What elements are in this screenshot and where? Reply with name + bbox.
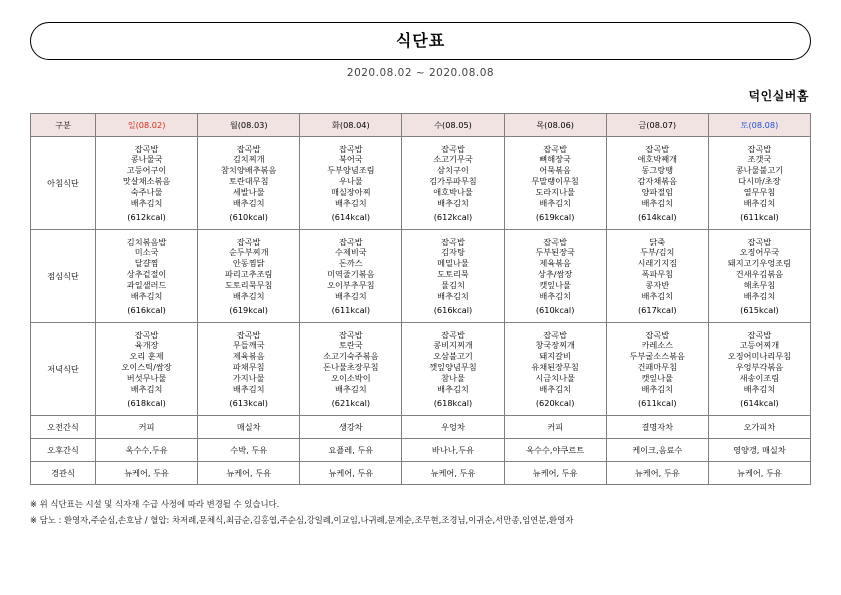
menu-item: 버섯무나물 [126,372,167,383]
calorie-value: (611kcal) [331,304,371,315]
menu-item: 잡곡밥 [747,143,772,154]
snack-cell [402,462,504,485]
menu-item: 생강차 [338,421,363,432]
snack-cell [198,439,300,462]
menu-item: 카레소스 [641,340,674,351]
column-header-day: 금(08.07) [606,114,708,137]
menu-item: 안동찜닭 [232,258,265,269]
menu-item: 메밀나물 [437,258,469,269]
calorie-value: (615kcal) [740,304,779,315]
snack-cell [708,462,810,485]
menu-item: 캣잎나물 [539,279,571,290]
menu-item: 미역줄기볶음 [327,269,375,280]
menu-item: 순두부찌개 [228,247,269,258]
menu-item: 캣잎나물 [641,372,674,383]
snack-cell [198,462,300,485]
menu-item: 뉴케어, 두유 [737,467,782,478]
menu-cell [504,230,606,323]
table-body [31,137,811,485]
menu-item: 배추김치 [437,197,469,208]
menu-item: 유채된장무침 [531,362,579,373]
weekly-menu-table [30,113,811,485]
menu-item: 상추/쌈장 [537,269,573,280]
menu-item: 잡곡밥 [441,329,465,340]
menu-item: 달걀찜 [134,258,159,269]
menu-item: 북어국 [338,154,363,165]
title-banner [30,22,811,60]
menu-item: 잡곡밥 [236,143,261,154]
menu-item: 애호박나물 [433,186,473,197]
menu-item: 배추김치 [335,197,367,208]
calorie-value: (614kcal) [740,397,779,408]
menu-cell [606,323,708,416]
menu-item: 배추김치 [130,290,163,301]
menu-item: 도라지나물 [535,186,575,197]
menu-item: 배추김치 [130,383,163,394]
menu-item: 두부양념조림 [327,165,375,176]
menu-item: 세발나물 [232,186,265,197]
column-header-day: 수(08.05) [402,114,504,137]
snack-cell [504,439,606,462]
menu-item: 케이크,음료수 [632,444,683,455]
menu-item: 동그랑땡 [641,165,674,176]
snack-cell [198,416,300,439]
menu-item: 잡곡밥 [747,236,772,247]
menu-item: 옥수수,두유 [125,444,168,455]
menu-item: 삼치구이 [437,165,469,176]
menu-item: 배추김치 [539,197,571,208]
snack-cell [606,439,708,462]
menu-item: 배추김치 [641,197,674,208]
menu-item: 콩나물국 [130,154,163,165]
menu-item: 뉴케어, 두유 [430,467,476,478]
menu-item: 배추김치 [743,290,776,301]
menu-item: 김자탕 [441,247,465,258]
snack-cell [606,462,708,485]
menu-item: 수제비국 [335,247,367,258]
menu-item: 도토리묵무침 [224,279,273,290]
snack-cell [300,416,402,439]
menu-cell [504,323,606,416]
menu-item: 무들깨국 [232,340,265,351]
calorie-value: (614kcal) [331,211,371,222]
calorie-value: (612kcal) [127,211,166,222]
menu-item: 결명자차 [641,421,674,432]
menu-item: 잡곡밥 [543,143,567,154]
menu-cell [402,230,504,323]
snack-cell [96,462,198,485]
menu-cell [96,230,198,323]
menu-item: 잡곡밥 [338,143,363,154]
calorie-value: (621kcal) [331,397,371,408]
page-title: 식단표 [395,31,446,50]
menu-cell [402,137,504,230]
menu-item: 물김치 [441,279,465,290]
menu-item: 열무무침 [743,186,776,197]
menu-item: 돼지갈비 [539,351,571,362]
menu-item: 뉴케어, 두유 [328,467,374,478]
menu-item: 해초무침 [743,279,776,290]
column-header-day: 토(08.08) [708,114,810,137]
menu-item: 제육볶음 [539,258,571,269]
menu-item: 잡곡밥 [645,329,670,340]
calorie-value: (619kcal) [535,211,575,222]
column-header-day: 화(08.04) [300,114,402,137]
menu-item: 잡곡밥 [441,236,465,247]
menu-item: 맛살채소볶음 [122,176,171,187]
menu-cell [198,230,300,323]
menu-item: 무말랭이무침 [531,176,579,187]
menu-item: 매실장아찌 [331,186,371,197]
menu-item: 양파절임 [641,186,674,197]
menu-item: 커피 [138,421,155,432]
menu-cell [300,137,402,230]
calorie-value: (611kcal) [740,211,779,222]
menu-item: 파리고추조림 [224,269,273,280]
menu-item: 도토리묵 [437,269,469,280]
menu-item: 오리 훈제 [129,351,164,362]
menu-item: 배추김치 [641,290,674,301]
menu-item: 참치양배추볶음 [221,165,277,176]
footnote-line: ※ 위 식단표는 시설 및 식자재 수급 사정에 따라 변경될 수 있습니다. [30,499,280,509]
menu-item: 영양갱, 매실차 [733,444,786,455]
menu-item: 우엉차 [441,421,465,432]
menu-item: 수박, 두유 [230,444,268,455]
menu-item: 창국장찌개 [535,340,575,351]
calorie-value: (611kcal) [637,397,677,408]
snack-cell [504,416,606,439]
menu-item: 제육볶음 [232,351,265,362]
calorie-value: (613kcal) [229,397,268,408]
menu-item: 소고기숙주볶음 [323,351,379,362]
menu-item: 배추김치 [232,290,265,301]
menu-item: 김가루파무침 [429,176,477,187]
menu-item: 깻잎양념무침 [429,362,477,373]
menu-cell [300,230,402,323]
menu-item: 배추김치 [335,290,367,301]
menu-item: 파채무침 [232,362,265,373]
menu-item: 잡곡밥 [236,329,261,340]
menu-item: 닭죽 [649,236,666,247]
menu-item: 잡곡밥 [441,143,465,154]
calorie-value: (610kcal) [229,211,268,222]
menu-item: 배추김치 [539,290,571,301]
menu-cell [402,323,504,416]
calorie-value: (618kcal) [127,397,166,408]
snack-cell [708,439,810,462]
menu-item: 두부된장국 [535,247,575,258]
menu-item: 배추김치 [743,197,776,208]
menu-item: 요플레, 두유 [328,444,374,455]
menu-item: 배추김치 [743,383,776,394]
snack-cell [708,416,810,439]
menu-cell [708,137,810,230]
menu-item: 참나물 [441,372,465,383]
snack-cell [300,462,402,485]
menu-item: 잡곡밥 [543,236,567,247]
menu-item: 오징어무국 [739,247,780,258]
menu-item: 애호박째개 [637,154,678,165]
menu-item: 콩자반 [645,279,670,290]
menu-item: 뉴케어, 두유 [226,467,272,478]
menu-item: 육개장 [134,340,159,351]
menu-item: 잡곡밥 [134,329,159,340]
menu-cell [606,137,708,230]
column-header-day: 목(08.06) [504,114,606,137]
menu-item: 폭파무침 [641,269,674,280]
menu-item: 배추김치 [641,383,674,394]
menu-item: 고등어구이 [126,165,167,176]
footnote-line: ※ 담노 : 환영자,주순심,손호남 / 혈압: 차저례,문체식,최금순,김홍엽,주순심,강일례,이교임,나귀례,문계순,조무현,조경님,이귀순,서만종,임연분,환영자 [30,514,574,525]
table-row [31,323,811,416]
menu-item: 김치볶음밥 [126,236,167,247]
snack-cell [606,416,708,439]
menu-item: 옥수수,야쿠르트 [526,444,585,455]
column-header-day: 일(08.02) [96,114,198,137]
row-label: 점심식단 [31,230,96,323]
menu-item: 돼지고기우엉조림 [727,258,792,269]
menu-item: 뉴케어, 두유 [532,467,578,478]
menu-item: 고등어찌개 [739,340,780,351]
menu-item: 잡곡밥 [645,143,670,154]
menu-item: 오이소박이 [331,372,371,383]
menu-item: 콩나물불고기 [735,165,784,176]
menu-cell [96,137,198,230]
row-label: 경관식 [31,462,96,485]
calorie-value: (620kcal) [535,397,575,408]
menu-item: 조갯국 [747,154,772,165]
menu-cell [96,323,198,416]
menu-item: 오삼불고기 [433,351,473,362]
table-row [31,416,811,439]
footnotes [30,497,811,529]
menu-item: 잡곡밥 [134,143,159,154]
menu-item: 뼈해장국 [539,154,571,165]
calorie-value: (616kcal) [127,304,166,315]
menu-item: 상추겉절이 [126,269,167,280]
table-row [31,439,811,462]
row-label: 아침식단 [31,137,96,230]
menu-item: 돈나물초장무침 [323,362,379,373]
calorie-value: (612kcal) [433,211,473,222]
menu-item: 매실차 [236,421,261,432]
calorie-value: (619kcal) [229,304,268,315]
row-label: 저녁식단 [31,323,96,416]
menu-cell [708,230,810,323]
menu-item: 커피 [547,421,564,432]
menu-item: 배추김치 [232,197,265,208]
organization-name: 덕인실버홈 [748,89,809,103]
snack-cell [402,416,504,439]
date-range: 2020.08.02 ~ 2020.08.08 [346,67,495,79]
menu-item: 뉴케어, 두유 [634,467,680,478]
menu-item: 건새우김볶음 [735,269,784,280]
menu-cell [708,323,810,416]
menu-item: 오가피차 [743,421,776,432]
menu-item: 시래기지짐 [637,258,678,269]
menu-item: 바나나,두유 [431,444,475,455]
table-row [31,137,811,230]
calorie-value: (614kcal) [637,211,677,222]
menu-item: 오이부추무침 [327,279,375,290]
menu-item: 소고기무국 [433,154,473,165]
menu-item: 우나물 [338,176,363,187]
menu-item: 잡곡밥 [747,329,772,340]
menu-cell [300,323,402,416]
menu-item: 우엉부각볶음 [735,362,784,373]
calorie-value: (618kcal) [433,397,473,408]
row-label: 오후간식 [31,439,96,462]
table-row [31,462,811,485]
row-label: 오전간식 [31,416,96,439]
menu-item: 시금치나물 [535,372,575,383]
menu-item: 감자채볶음 [637,176,678,187]
snack-cell [402,439,504,462]
menu-item: 배추김치 [539,383,571,394]
snack-cell [96,416,198,439]
menu-item: 새송이조림 [739,372,780,383]
menu-cell [198,137,300,230]
menu-item: 토란대무침 [228,176,269,187]
menu-item: 오징어미나리무침 [727,351,792,362]
table-header-row [31,114,811,137]
menu-item: 배추김치 [437,383,469,394]
snack-cell [504,462,606,485]
calorie-value: (616kcal) [433,304,473,315]
column-header-day: 월(08.03) [198,114,300,137]
menu-item: 건패마무침 [637,362,678,373]
calorie-value: (617kcal) [637,304,677,315]
menu-item: 배추김치 [130,197,163,208]
menu-item: 오이스틱/쌈장 [121,362,172,373]
menu-cell [504,137,606,230]
menu-item: 가지나물 [232,372,265,383]
table-row [31,230,811,323]
menu-item: 콩비지찌개 [433,340,473,351]
menu-item: 잡곡밥 [338,236,363,247]
menu-item: 뉴케어, 두유 [124,467,169,478]
menu-item: 배추김치 [335,383,367,394]
menu-item: 숙주나물 [130,186,163,197]
column-header-gubun: 구분 [31,114,96,137]
menu-item: 배추김치 [232,383,265,394]
table-header [31,114,811,137]
menu-item: 배추김치 [437,290,469,301]
menu-item: 다시마/초장 [738,176,781,187]
menu-item: 두부굴소스볶음 [629,351,685,362]
snack-cell [300,439,402,462]
menu-item: 잡곡밥 [543,329,567,340]
snack-cell [96,439,198,462]
menu-cell [606,230,708,323]
menu-item: 돈까스 [338,258,363,269]
menu-item: 김치찌개 [232,154,265,165]
menu-item: 잡곡밥 [338,329,363,340]
menu-item: 잡곡밥 [236,236,261,247]
calorie-value: (610kcal) [535,304,575,315]
menu-item: 미소국 [134,247,159,258]
menu-cell [198,323,300,416]
menu-item: 어묵볶음 [539,165,571,176]
menu-item: 과일샐러드 [126,279,167,290]
menu-item: 토란국 [338,340,363,351]
menu-item: 두부/김치 [640,247,675,258]
